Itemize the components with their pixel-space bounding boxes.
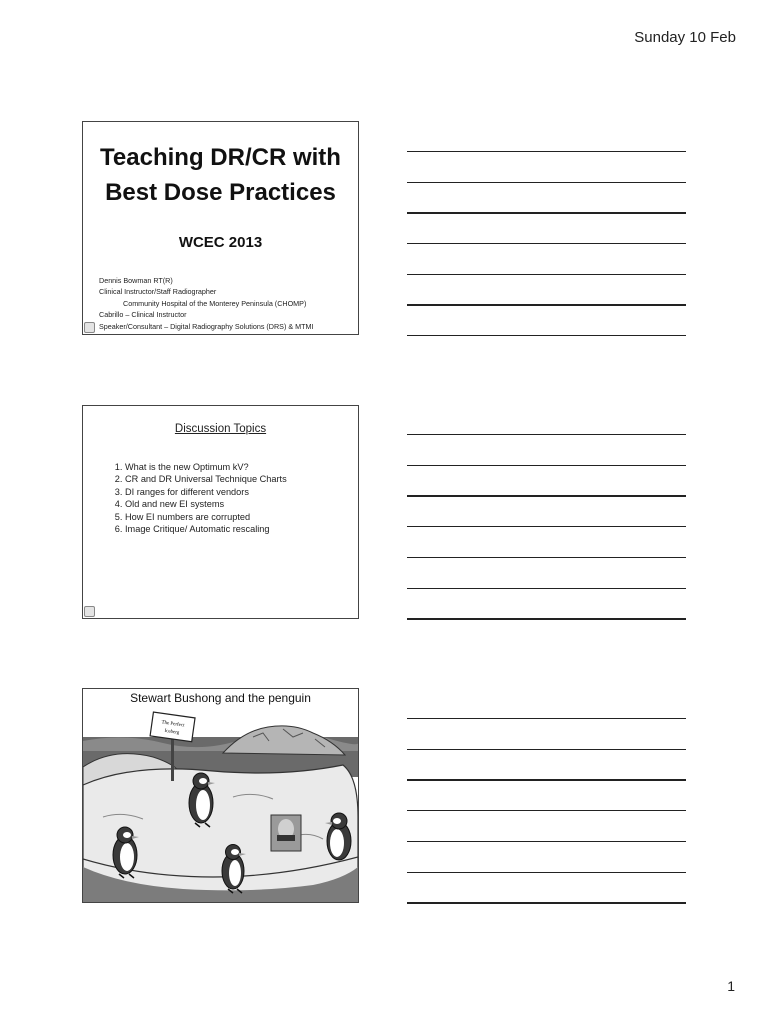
notes-line (407, 779, 686, 781)
credit-line: Dennis Bowman RT(R) (99, 276, 173, 285)
notes-line (407, 182, 686, 183)
slide-3-thumbnail (82, 688, 359, 903)
notes-line (407, 274, 686, 275)
slide-2-heading: Discussion Topics (174, 423, 267, 435)
notes-line (407, 495, 686, 497)
slide-1-title-line: Best Dose Practices (105, 179, 336, 206)
notes-line (407, 749, 686, 750)
notes-line (407, 151, 686, 152)
notes-line (407, 718, 686, 719)
sign-line: Iceberg (164, 728, 180, 736)
credit-line: Clinical Instructor/Staff Radiographer (99, 287, 217, 297)
credit-line: Cabrillo – Clinical Instructor (99, 310, 187, 320)
slide-1-credits (99, 275, 314, 332)
presentation-icon (84, 322, 95, 333)
slide-1-title-line: Teaching DR/CR with (100, 144, 341, 171)
notes-line (407, 618, 686, 620)
notes-line (407, 243, 686, 244)
slide-1-subtitle: WCEC 2013 (178, 234, 263, 251)
notes-line (407, 465, 686, 466)
notes-line (407, 434, 686, 435)
notes-line (407, 872, 686, 873)
list-item: 3. DI ranges for different vendors (125, 486, 287, 498)
notes-line (407, 212, 686, 214)
penguins-on-iceberg-illustration (83, 707, 358, 903)
credit-line: Community Hospital of the Monterey Peninsula (CHOMP) (123, 298, 307, 308)
notes-line (407, 304, 686, 306)
list-item: 4. Old and new EI systems (125, 498, 287, 510)
sign-line: The Perfect (161, 720, 185, 729)
list-item: 5. How EI numbers are corrupted (125, 511, 287, 523)
notes-line (407, 588, 686, 589)
notes-line (407, 902, 686, 904)
notes-line (407, 810, 686, 811)
list-item: 6. Image Critique/ Automatic rescaling (125, 523, 287, 535)
page-date: Sunday 10 Feb (634, 29, 736, 46)
page-number: 1 (727, 978, 735, 994)
discussion-topics-list (103, 461, 287, 535)
notes-line (407, 557, 686, 558)
notes-line (407, 335, 686, 336)
notes-line (407, 526, 686, 527)
slide-1-title (83, 140, 358, 210)
slide-2-thumbnail (82, 405, 359, 619)
slide-1-thumbnail (82, 121, 359, 335)
notes-line (407, 841, 686, 842)
slide-3-heading: Stewart Bushong and the penguin (130, 691, 311, 705)
list-item: 1. What is the new Optimum kV? (125, 461, 287, 473)
presentation-icon (84, 606, 95, 617)
credit-line: Speaker/Consultant – Digital Radiography Solutions (DRS) & MTMI (99, 321, 314, 331)
list-item: 2. CR and DR Universal Technique Charts (125, 473, 287, 485)
